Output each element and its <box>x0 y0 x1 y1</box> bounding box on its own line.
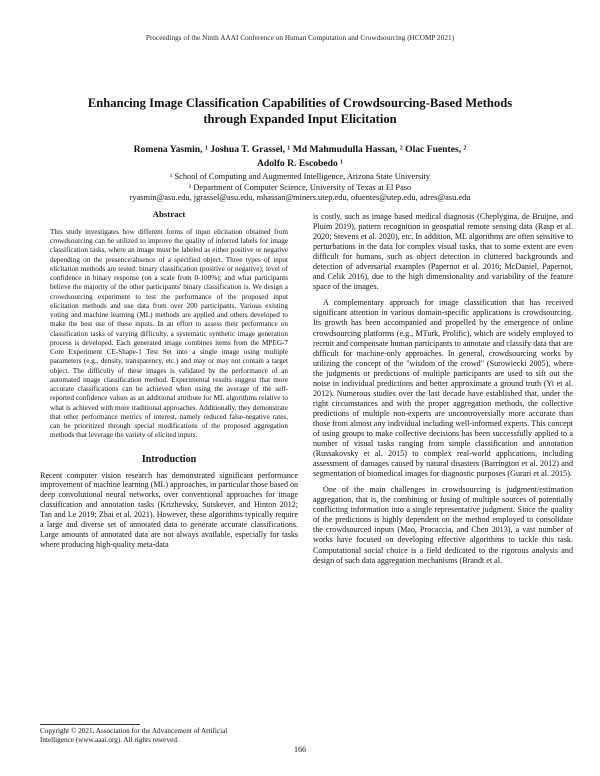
footnote-rule <box>40 724 140 725</box>
authors-line-1: Romena Yasmin, ¹ Joshua T. Grassel, ¹ Md Mahmudulla Hassan, ² Olac Fuentes, ² <box>133 144 467 155</box>
copyright-line-1: Copyright © 2021, Association for the Advancement of Artificial <box>40 727 228 735</box>
running-head: Proceedings of the Ninth AAAI Conference on Human Computation and Crowdsourcing (HCOMP 2021) <box>145 34 455 42</box>
paper-title <box>40 95 560 127</box>
abstract-text: This study investigates how different forms of input elicitation obtained from crowdsourcing can be utilized to improve the quality of inferred labels for image classification tasks, where an image must be labeled as either positive or negative depending on the presence/absence of a specified object. Three types of input elicitation methods are tested: binary classification (positive or negative); level of confidence in binary response (on a scale from 0-100%); and what participants believe the majority of the other participants' binary classification is. We design a crowdsourcing experiment to test the performance of the proposed input elicitation methods and use data from over 200 participants. Various existing voting and machine learning (ML) methods are applied and others developed to make the best use of these inputs. In an effort to assess their performance on classification tasks of varying difficulty, a systematic synthetic image generation process is developed. Each generated image combines items from the MPEG-7 Core Experiment CE-Shape-1 Test Set into a single image using multiple parameters (e.g., density, transparency, etc.) and may or may not contain a target object. The difficulty of these images is validated by the performance of an automated image classification method. Experimental results suggest that more accurate classifications can be achieved when using the average of the self-reported confidence values as an additional attribute for ML algorithms relative to what is achieved with more traditional approaches. Additionally, they demonstrate that other performance metrics of interest, namely reduced false-negative rates, can be prioritized through special modifications of the proposed aggregation methods that leverage the variety of elicited inputs. <box>50 227 288 440</box>
copyright-footnote <box>40 727 298 745</box>
abstract-heading: Abstract <box>152 209 186 219</box>
authors-line-2: Adolfo R. Escobedo ¹ <box>256 158 344 169</box>
author-list <box>60 143 540 171</box>
title-line-2: through Expanded Input Elicitation <box>203 112 397 126</box>
right-paragraph-2: A complementary approach for image classification that has received significant attention in various domain-specific applications is crowdsourcing. Its growth has been accompanied and propelled by the emergence of online crowdsourcing platforms (e.g., MTurk, Prolific), which are widely employed to recruit and compensate human participants to annotate and classify data that are difficult for machine-only approaches. In general, crowdsourcing works by utilizing the concept of the "wisdom of the crowd" (Surowiecki 2005), where the judgments or predictions of multiple participants are used to sift out the noise in individual predictions and better approximate a ground truth (Yi et al. 2012). Numerous studies over the last decade have established that, under the right circumstances and with the proper aggregation methods, the collective predictions of multiple non-experts are uncontroversially more accurate than those from almost any individual including well-informed experts. This concept of using groups to make collective decisions has been successfully applied to a number of visual tasks ranging from simple classification and annotation (Russakovsky et al. 2015) to complex real-world applications, including assessment of damages caused by natural disasters (Barrington et al. 2012) and segmentation of biomedical images for diagnostic purposes (Gurari et al. 2015). <box>313 298 573 479</box>
left-column <box>40 210 298 550</box>
affiliations <box>40 172 560 204</box>
introduction-heading: Introduction <box>141 453 197 465</box>
right-paragraph-1: is costly, such as image based medical diagnosis (Cheplygina, de Bruijne, and Pluim 2019), pattern recognition in geospatial remote sensing data (Rasp et al. 2020; Stevens et al. 2020), etc. In addition, ML algorithms are often sensitive to perturbations in the data for complex visual tasks, that to some extent are even difficult for humans, such as object detection in cluttered backgrounds and detection of adversarial examples (Papernot et al. 2016; McDaniel, Papernot, and Celik 2016), due to the high dimensionality and variability of the feature space of the images. <box>313 212 573 292</box>
page-number: 166 <box>294 745 306 754</box>
title-line-1: Enhancing Image Classification Capabilities of Crowdsourcing-Based Methods <box>87 96 513 110</box>
affiliation-1: ¹ School of Computing and Augmented Intelligence, Arizona State University <box>169 172 431 181</box>
copyright-line-2: Intelligence (www.aaai.org). All rights reserved. <box>40 736 179 744</box>
author-emails: ryasmin@asu.edu, jgrassel@asu.edu, mhassan@miners.utep.edu, ofuentes@utep.edu, adres@asu.edu <box>129 193 471 203</box>
right-column <box>313 212 573 566</box>
affiliation-2: ² Department of Computer Science, University of Texas at El Paso <box>188 182 412 192</box>
introduction-paragraph-1: Recent computer vision research has demonstrated significant performance improvement of machine learning (ML) approaches, in particular those based on deep convolutional neural networks, over conventional approaches for image classification and annotation tasks (Krizhevsky, Sutskever, and Hinton 2012; Tan and Le 2019; Zhai et al. 2021). However, these algorithms typically require a large and diverse set of annotated data to generate accurate classifications. Large amounts of annotated data are not always available, especially for tasks where producing high-quality meta-data <box>40 470 298 549</box>
right-paragraph-3: One of the main challenges in crowdsourcing is judgment/estimation aggregation, that is, the combining or fusing of multiple sources of potentially conflicting information into a single representative judgment. Since the quality of the predictions is highly dependent on the method employed to consolidate the crowdsourced inputs (Mao, Procaccia, and Chen 2013), a vast number of works have focused on developing effective algorithms to tackle this task. Computational social choice is a field dedicated to the rigorous analysis and design of such data aggregation mechanisms (Brandt et al. <box>313 485 573 565</box>
